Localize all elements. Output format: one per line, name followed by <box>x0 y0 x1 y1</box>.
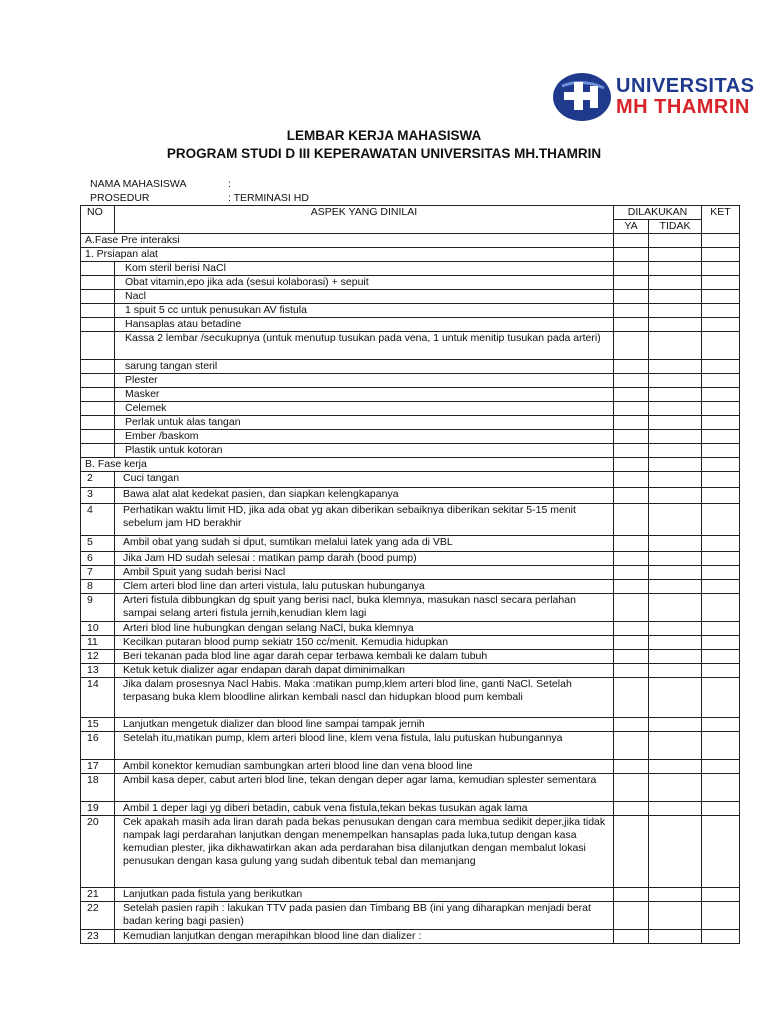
checkbox-cell-tidak <box>649 718 702 732</box>
table-row <box>81 594 740 622</box>
checkbox-cell-ya <box>614 566 649 580</box>
checkbox-cell-tidak <box>649 636 702 650</box>
step-text: Beri tekanan pada blod line agar darah cepar terbawa kembali ke dalam tubuh <box>115 650 614 664</box>
table-row <box>81 262 740 276</box>
procedure-value: : TERMINASI HD <box>228 192 309 204</box>
checkbox-cell-tidak <box>649 332 702 360</box>
table-row <box>81 536 740 552</box>
ket-cell <box>702 234 740 248</box>
checkbox-cell-tidak <box>649 566 702 580</box>
checkbox-cell-ya <box>614 332 649 360</box>
ket-cell <box>702 650 740 664</box>
checkbox-cell-tidak <box>649 374 702 388</box>
table-row <box>81 488 740 504</box>
row-number: 21 <box>81 888 115 902</box>
step-text: Setelah itu,matikan pump, klem arteri blood line, klem vena fistula, lalu putuskan hubungannya <box>115 732 614 760</box>
ket-cell <box>702 816 740 888</box>
table-row <box>81 504 740 536</box>
table-row <box>81 802 740 816</box>
table-row <box>81 552 740 566</box>
row-number: 23 <box>81 930 115 944</box>
prep-title: 1. Prsiapan alat <box>81 248 614 262</box>
checkbox-cell-tidak <box>649 504 702 536</box>
step-text: Ambil konektor kemudian sambungkan arteri blood line dan vena blood line <box>115 760 614 774</box>
ket-cell <box>702 472 740 488</box>
checkbox-cell-ya <box>614 816 649 888</box>
checkbox-cell-tidak <box>649 318 702 332</box>
row-number: 19 <box>81 802 115 816</box>
row-number: 15 <box>81 718 115 732</box>
step-text: Ambil 1 deper lagi yg diberi betadin, cabuk vena fistula,tekan bekas tusukan agak lama <box>115 802 614 816</box>
row-number: 17 <box>81 760 115 774</box>
university-logo <box>552 72 768 122</box>
checkbox-cell-ya <box>614 636 649 650</box>
row-number <box>81 332 115 360</box>
step-text: Lanjutkan pada fistula yang berikutkan <box>115 888 614 902</box>
item-text: Perlak untuk alas tangan <box>115 416 614 430</box>
ket-cell <box>702 388 740 402</box>
row-number <box>81 416 115 430</box>
checkbox-cell-ya <box>614 580 649 594</box>
item-text: Obat vitamin,epo jika ada (sesui kolaborasi) + sepuit <box>115 276 614 290</box>
row-number <box>81 318 115 332</box>
table-row <box>81 402 740 416</box>
checkbox-cell-ya <box>614 262 649 276</box>
step-text: Jika Jam HD sudah selesai : matikan pamp darah (bood pump) <box>115 552 614 566</box>
checkbox-cell-tidak <box>649 664 702 678</box>
table-row <box>81 678 740 718</box>
assessment-table <box>80 205 740 944</box>
checkbox-cell-ya <box>614 678 649 718</box>
table-row <box>81 664 740 678</box>
checkbox-cell-tidak <box>649 444 702 458</box>
ket-cell <box>702 488 740 504</box>
checkbox-cell-tidak <box>649 650 702 664</box>
step-text: Arteri blod line hubungkan dengan selang NaCl, buka klemnya <box>115 622 614 636</box>
ket-cell <box>702 580 740 594</box>
checkbox-cell-ya <box>614 444 649 458</box>
checkbox-cell-tidak <box>649 402 702 416</box>
row-number: 22 <box>81 902 115 930</box>
ket-cell <box>702 332 740 360</box>
step-text: Kecilkan putaran blood pump sekiatr 150 cc/menit. Kemudia hidupkan <box>115 636 614 650</box>
checkbox-cell-ya <box>614 290 649 304</box>
checkbox-cell-ya <box>614 888 649 902</box>
row-number <box>81 388 115 402</box>
checkbox-cell-tidak <box>649 888 702 902</box>
step-text: Ambil obat yang sudah si dput, sumtikan melalui latek yang ada di VBL <box>115 536 614 552</box>
row-number: 20 <box>81 816 115 888</box>
logo-text-mh-thamrin: MH THAMRIN <box>616 96 750 118</box>
item-text: Kom steril berisi NaCl <box>115 262 614 276</box>
ket-cell <box>702 774 740 802</box>
ket-cell <box>702 552 740 566</box>
row-number <box>81 430 115 444</box>
table-row <box>81 650 740 664</box>
table-row <box>81 290 740 304</box>
checkbox-cell-tidak <box>649 416 702 430</box>
step-text: Ketuk ketuk dializer agar endapan darah dapat diminimalkan <box>115 664 614 678</box>
row-number <box>81 402 115 416</box>
ket-cell <box>702 504 740 536</box>
row-number <box>81 276 115 290</box>
header-ket: KET <box>702 206 740 234</box>
checkbox-cell-ya <box>614 430 649 444</box>
ket-cell <box>702 802 740 816</box>
table-row <box>81 622 740 636</box>
ket-cell <box>702 360 740 374</box>
checkbox-cell-ya <box>614 664 649 678</box>
table-row <box>81 816 740 888</box>
checkbox-cell-ya <box>614 416 649 430</box>
ket-cell <box>702 902 740 930</box>
step-text: Lanjutkan mengetuk dializer dan blood line sampai tampak jernih <box>115 718 614 732</box>
checkbox-cell-tidak <box>649 536 702 552</box>
row-number: 9 <box>81 594 115 622</box>
checkbox-cell-tidak <box>649 678 702 718</box>
document-title: LEMBAR KERJA MAHASISWA <box>286 128 482 143</box>
student-name-value: : <box>228 178 231 190</box>
row-number: 3 <box>81 488 115 504</box>
item-text: Nacl <box>115 290 614 304</box>
table-row <box>81 332 740 360</box>
checkbox-cell-ya <box>614 732 649 760</box>
row-number: 12 <box>81 650 115 664</box>
ket-cell <box>702 760 740 774</box>
table-row <box>81 580 740 594</box>
checkbox-cell-tidak <box>649 488 702 504</box>
step-text: Bawa alat alat kedekat pasien, dan siapkan kelengkapanya <box>115 488 614 504</box>
row-number: 8 <box>81 580 115 594</box>
table-row <box>81 774 740 802</box>
logo-text-universitas: UNIVERSITAS <box>616 75 755 97</box>
checkbox-cell-ya <box>614 248 649 262</box>
checkbox-cell-tidak <box>649 234 702 248</box>
section-title-b: B. Fase kerja <box>81 458 614 472</box>
row-number: 18 <box>81 774 115 802</box>
checkbox-cell-ya <box>614 802 649 816</box>
checkbox-cell-tidak <box>649 622 702 636</box>
row-number: 2 <box>81 472 115 488</box>
item-text: Plester <box>115 374 614 388</box>
step-text: Jika dalam prosesnya Nacl Habis. Maka :matikan pump,klem arteri blod line, ganti NaCl. Setelah terpasang buka klem bloodline alirkan kembali nascl dan hidupkan blood pum kembali <box>115 678 614 718</box>
ket-cell <box>702 678 740 718</box>
step-text: Ambil kasa deper, cabut arteri blod line, tekan dengan deper agar lama, kemudian splester sementara <box>115 774 614 802</box>
checkbox-cell-ya <box>614 650 649 664</box>
checkbox-cell-tidak <box>649 304 702 318</box>
ket-cell <box>702 636 740 650</box>
document-subtitle: PROGRAM STUDI D III KEPERAWATAN UNIVERSITAS MH.THAMRIN <box>166 146 602 161</box>
row-number: 5 <box>81 536 115 552</box>
header-dilakukan: DILAKUKAN <box>614 206 702 220</box>
step-text: Cek apakah masih ada liran darah pada bekas penusukan dengan cara membua sedikit deper,jika tidak nampak lagi perdarahan lanjutkan dengan menempelkan hansaplas pada luka,tutup dengan kasa kemudian plester, jika dikhawatirkan akan ada perdarahan bisa dilanjutkan dengan membalut lokasi penusukan dengan kasa gulung yang sudah dibentuk tebal dan memanjang <box>115 816 614 888</box>
ket-cell <box>702 594 740 622</box>
row-number: 11 <box>81 636 115 650</box>
checkbox-cell-tidak <box>649 458 702 472</box>
ket-cell <box>702 416 740 430</box>
item-text: Masker <box>115 388 614 402</box>
step-text: Kemudian lanjutkan dengan merapihkan blood line dan dializer : <box>115 930 614 944</box>
ket-cell <box>702 622 740 636</box>
checkbox-cell-ya <box>614 388 649 402</box>
step-text: Clem arteri blod line dan arteri vistula, lalu putuskan hubunganya <box>115 580 614 594</box>
table-row <box>81 430 740 444</box>
checkbox-cell-ya <box>614 402 649 416</box>
row-number: 14 <box>81 678 115 718</box>
header-tidak: TIDAK <box>649 220 702 234</box>
row-number: 7 <box>81 566 115 580</box>
row-number: 6 <box>81 552 115 566</box>
checkbox-cell-tidak <box>649 580 702 594</box>
row-number <box>81 444 115 458</box>
ket-cell <box>702 458 740 472</box>
table-row <box>81 636 740 650</box>
ket-cell <box>702 402 740 416</box>
ket-cell <box>702 718 740 732</box>
step-text: Perhatikan waktu limit HD, jika ada obat yg akan diberikan sebaiknya diberikan sekitar 5-15 menit sebelum jam HD berakhir <box>115 504 614 536</box>
checkbox-cell-tidak <box>649 388 702 402</box>
ket-cell <box>702 888 740 902</box>
row-number: 13 <box>81 664 115 678</box>
checkbox-cell-ya <box>614 760 649 774</box>
table-row <box>81 416 740 430</box>
table-row <box>81 444 740 458</box>
table-row <box>81 888 740 902</box>
header-ya: YA <box>614 220 649 234</box>
ket-cell <box>702 374 740 388</box>
checkbox-cell-ya <box>614 488 649 504</box>
checkbox-cell-tidak <box>649 902 702 930</box>
table-row <box>81 902 740 930</box>
checkbox-cell-ya <box>614 304 649 318</box>
checkbox-cell-ya <box>614 472 649 488</box>
checkbox-cell-tidak <box>649 594 702 622</box>
checkbox-cell-ya <box>614 276 649 290</box>
checkbox-cell-ya <box>614 622 649 636</box>
table-row <box>81 304 740 318</box>
table-row <box>81 718 740 732</box>
section-row <box>81 458 740 472</box>
step-text: Arteri fistula dibbungkan dg spuit yang berisi nacl, buka klemnya, masukan nascl secara perlahan sampai selang arteri fistula jernih,kenudian klem lagi <box>115 594 614 622</box>
item-text: Hansaplas atau betadine <box>115 318 614 332</box>
header-aspek: ASPEK YANG DINILAI <box>115 206 614 234</box>
item-text: Celemek <box>115 402 614 416</box>
checkbox-cell-tidak <box>649 802 702 816</box>
checkbox-cell-ya <box>614 318 649 332</box>
table-row <box>81 388 740 402</box>
checkbox-cell-tidak <box>649 262 702 276</box>
ket-cell <box>702 430 740 444</box>
row-number <box>81 262 115 276</box>
ket-cell <box>702 444 740 458</box>
ket-cell <box>702 318 740 332</box>
table-row <box>81 374 740 388</box>
header-no: NO <box>81 206 115 234</box>
checkbox-cell-tidak <box>649 360 702 374</box>
row-number: 16 <box>81 732 115 760</box>
section-row <box>81 248 740 262</box>
row-number <box>81 304 115 318</box>
ket-cell <box>702 262 740 276</box>
table-row <box>81 276 740 290</box>
ket-cell <box>702 304 740 318</box>
checkbox-cell-ya <box>614 902 649 930</box>
ket-cell <box>702 930 740 944</box>
table-header-row <box>81 206 740 220</box>
step-text: Cuci tangan <box>115 472 614 488</box>
checkbox-cell-tidak <box>649 774 702 802</box>
checkbox-cell-ya <box>614 774 649 802</box>
checkbox-cell-tidak <box>649 430 702 444</box>
ket-cell <box>702 566 740 580</box>
item-text: Ember /baskom <box>115 430 614 444</box>
checkbox-cell-ya <box>614 552 649 566</box>
table-row <box>81 360 740 374</box>
checkbox-cell-tidak <box>649 276 702 290</box>
checkbox-cell-ya <box>614 374 649 388</box>
logo-emblem-icon <box>552 72 614 122</box>
section-row <box>81 234 740 248</box>
checkbox-cell-ya <box>614 536 649 552</box>
table-row <box>81 566 740 580</box>
checkbox-cell-ya <box>614 718 649 732</box>
checkbox-cell-ya <box>614 360 649 374</box>
checkbox-cell-ya <box>614 458 649 472</box>
row-number <box>81 374 115 388</box>
item-text: Kassa 2 lembar /secukupnya (untuk menutup tusukan pada vena, 1 untuk menitip tusukan pada arteri) <box>115 332 614 360</box>
ket-cell <box>702 536 740 552</box>
table-row <box>81 472 740 488</box>
ket-cell <box>702 248 740 262</box>
table-row <box>81 318 740 332</box>
checkbox-cell-tidak <box>649 816 702 888</box>
step-text: Setelah pasien rapih : lakukan TTV pada pasien dan Timbang BB (ini yang diharapkan menjadi berat badan kering bagi pasien) <box>115 902 614 930</box>
checkbox-cell-tidak <box>649 760 702 774</box>
checkbox-cell-ya <box>614 234 649 248</box>
ket-cell <box>702 276 740 290</box>
item-text: sarung tangan steril <box>115 360 614 374</box>
procedure-label: PROSEDUR <box>90 192 150 204</box>
step-text: Ambil Spuit yang sudah berisi Nacl <box>115 566 614 580</box>
row-number: 10 <box>81 622 115 636</box>
checkbox-cell-tidak <box>649 930 702 944</box>
checkbox-cell-ya <box>614 594 649 622</box>
item-text: Plastik untuk kotoran <box>115 444 614 458</box>
row-number <box>81 290 115 304</box>
checkbox-cell-tidak <box>649 248 702 262</box>
row-number: 4 <box>81 504 115 536</box>
table-row <box>81 732 740 760</box>
section-title-a: A.Fase Pre interaksi <box>81 234 614 248</box>
checkbox-cell-ya <box>614 930 649 944</box>
ket-cell <box>702 664 740 678</box>
checkbox-cell-tidak <box>649 552 702 566</box>
row-number <box>81 360 115 374</box>
student-name-label: NAMA MAHASISWA <box>90 178 187 190</box>
ket-cell <box>702 732 740 760</box>
checkbox-cell-ya <box>614 504 649 536</box>
table-row <box>81 930 740 944</box>
checkbox-cell-tidak <box>649 290 702 304</box>
table-row <box>81 760 740 774</box>
checkbox-cell-tidak <box>649 472 702 488</box>
checkbox-cell-tidak <box>649 732 702 760</box>
item-text: 1 spuit 5 cc untuk penusukan AV fistula <box>115 304 614 318</box>
ket-cell <box>702 290 740 304</box>
